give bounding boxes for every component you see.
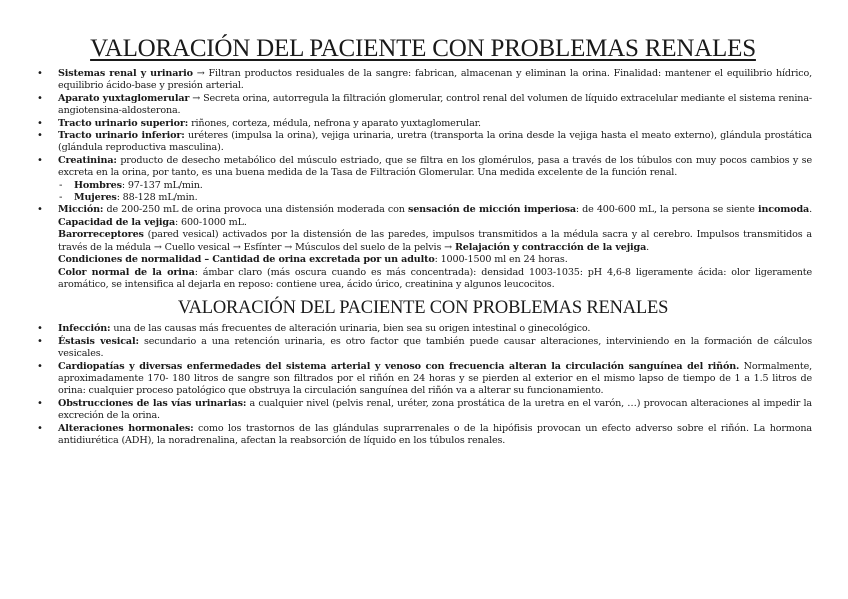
item-text: Filtran productos residuales de la sangre: fabrican, almacenan y eliminan la orina. Finalidad: mantener el equilibrio hídrico, equilibrio ácido-base y presión arterial. (58, 68, 812, 92)
item-term: Creatinina: (58, 154, 117, 166)
item-text: uréteres (impulsa la orina), vejiga urinaria, uretra (transporta la orina desde la vejiga hasta el meato externo), glándula prostática (glándula reproductiva masculina). (58, 130, 813, 154)
list-item: • Obstrucciones de las vías urinarias: a cualquier nivel (pelvis renal, uréter, zona prostática de la uretra en el varón, …) provocan alteraciones al impedir la excreción de la orina. (34, 398, 812, 423)
section-title: VALORACIÓN DEL PACIENTE CON PROBLEMAS RENALES (177, 298, 669, 319)
sub-item-men: - Hombres: 97-137 mL/min. (34, 180, 812, 192)
list-item: • Sistemas renal y urinario → Filtran productos residuales de la sangre: fabrican, almacenan y eliminan la orina. Finalidad: mantener el equilibrio hídrico, equilibrio ácido-base y presión arterial. (34, 68, 812, 93)
item-term: Sistemas renal y urinario (58, 68, 193, 79)
item-text: producto de desecho metabólico del músculo estriado, que se filtra en los glomérulos, pasa a través de los túbulos con muy pocos cambios y se excreta en la orina, por tanto, es una buena medida de la Tasa de Filtración Glomerular. Una medida excelente de la función renal. (58, 154, 812, 179)
sub-item-women: - Mujeres: 88-128 mL/min. (34, 192, 812, 204)
list-item-miccion: • Micción: de 200-250 mL de orina provoca una distensión moderada con sensación de micción imperiosa: de 400-600 mL, la persona se siente incomoda. Capacidad de la vejiga: 600-1000 mL. (34, 204, 812, 229)
miccion-list (34, 204, 812, 229)
list-item: • Cardiopatías y diversas enfermedades del sistema arterial y venoso con frecuencia alteran la circulación sanguínea del riñón. Normalmente, aproximadamente 170- 180 litros de sangre son filtrados por el riñón en 24 horas y se pierden al exterior en el mismo lapso de tiempo de 1 a 1.5 litros de orina: cualquier proceso patológico que obstruya la circulación sanguínea del riñón va a alterar su funcionamiento. (34, 361, 812, 398)
item-term: Tracto urinario superior: (58, 117, 189, 129)
list-item: • Infección: una de las causas más frecuentes de alteración urinaria, bien sea su origen intestinal o ginecológico. (34, 323, 812, 335)
item-text: Secreta orina, autorregula la filtración glomerular, control renal del volumen de líquido extracelular mediante el sistema renina-angiotensina-aldosterona. (58, 92, 812, 117)
item-text: riñones, corteza, médula, nefrona y aparato yuxtaglomerular. (191, 117, 481, 129)
item-term: Tracto urinario inferior: (58, 130, 185, 142)
list-item (34, 155, 812, 180)
list-item (34, 130, 812, 155)
list-item: • Éstasis vesical: secundario a una retención urinaria, es otro factor que también puede causar alteraciones, interviniendo en la formación de cálculos vesicales. (34, 336, 812, 361)
item-term: Aparato yuxtaglomerular (58, 92, 190, 104)
normalidad-paragraph: Condiciones de normalidad – Cantidad de orina excretada por un adulto: 1000-1500 ml en 24 horas. (58, 254, 568, 266)
list-item (34, 118, 812, 130)
alterations-list (34, 323, 812, 447)
page-title: VALORACIÓN DEL PACIENTE CON PROBLEMAS RENALES (90, 35, 756, 62)
barorreceptores-paragraph: Barorreceptores (pared vesical) activados por la distensión de las paredes, impulsos transmitidos a la médula sacra y al cerebro. Impulsos transmitidos a través de la médula → Cuello vesical → Esfínter → Músculos del suelo de la pelvis → Relajación y contracción de la vejiga. (58, 229, 812, 253)
creatinine-values-list (34, 180, 812, 205)
list-item: • Aparato yuxtaglomerular → Secreta orina, autorregula la filtración glomerular, control renal del volumen de líquido extracelular mediante el sistema renina-angiotensina-aldosterona. (34, 93, 812, 118)
renal-system-list (34, 68, 812, 180)
color-orina-paragraph: Color normal de la orina: ámbar claro (más oscura cuando es más concentrada): densidad 1003-1035: pH 4,6-8 ligeramente ácida: olor ligeramente aromático, se intensifica al dejarla en reposo: contiene urea, ácido úrico, creatinina y algunos leucocitos. (58, 266, 813, 290)
list-item: • Alteraciones hormonales: como los trastornos de las glándulas suprarrenales o de la hipófisis provocan un efecto adverso sobre el riñón. La hormona antidiurética (ADH), la noradrenalina, afectan la reabsorción de líquido en los túbulos renales. (34, 423, 812, 448)
